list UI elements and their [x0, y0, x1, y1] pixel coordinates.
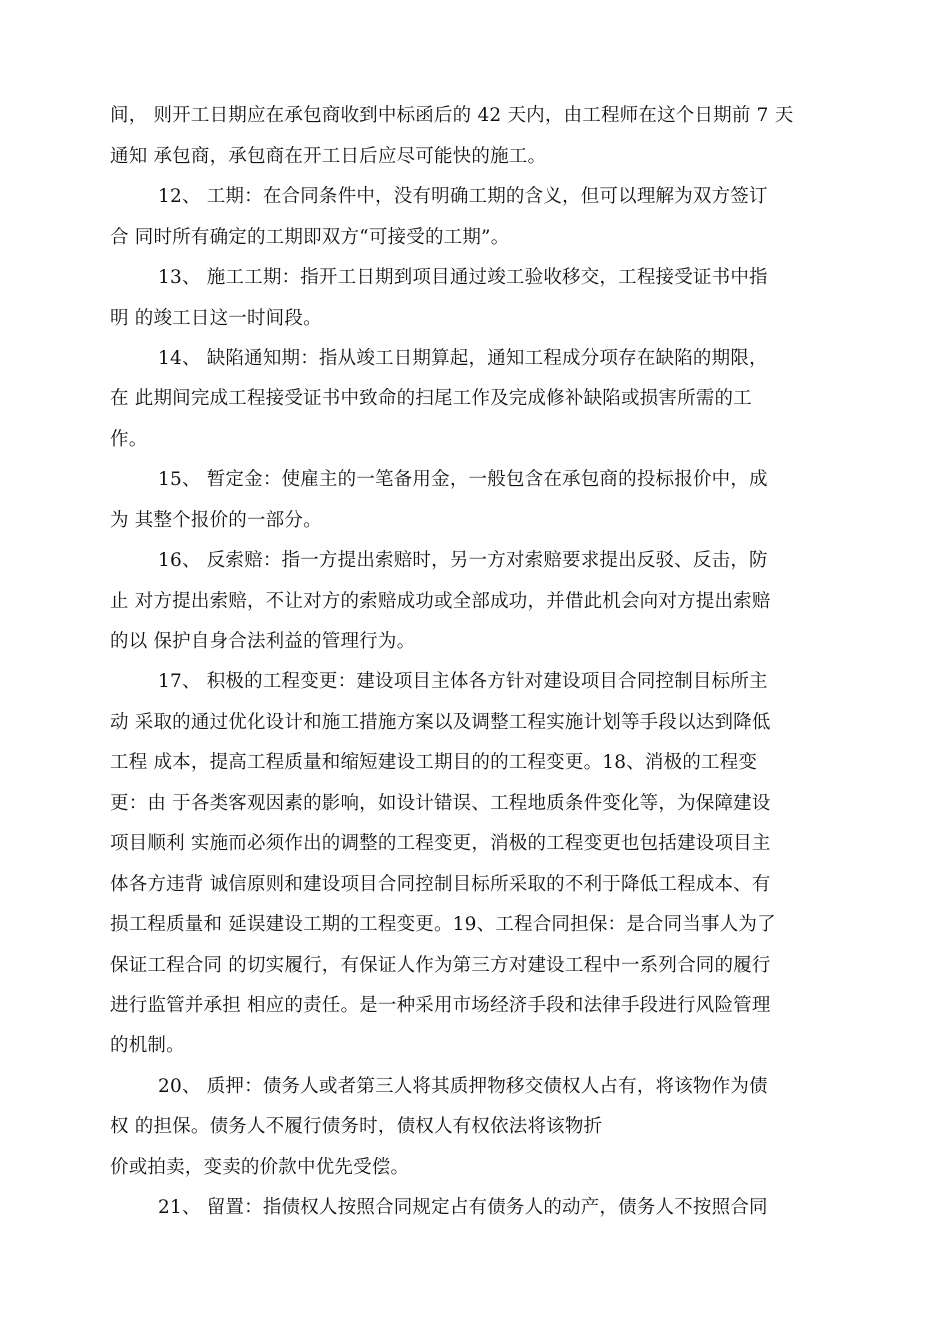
text-line: 价或拍卖，变卖的价款中优先受偿。: [110, 1157, 410, 1178]
text-line: 13、 施工工期：指开工日期到项目通过竣工验收移交，工程接受证书中指: [158, 267, 768, 288]
text-line: 合 同时所有确定的工期即双方“可接受的工期”。: [110, 227, 510, 248]
text-line: 的以 保护自身合法利益的管理行为。: [110, 631, 416, 652]
text-line: 间， 则开工日期应在承包商收到中标函后的 42 天内，由工程师在这个日期前 7 天: [110, 105, 794, 126]
text-line: 14、 缺陷通知期：指从竣工日期算起，通知工程成分项存在缺陷的期限，: [158, 348, 768, 369]
text-line: 保证工程合同 的切实履行，有保证人作为第三方对建设工程中一系列合同的履行: [110, 955, 771, 976]
text-line: 止 对方提出索赔，不让对方的索赔成功或全部成功，并借此机会向对方提出索赔: [110, 591, 771, 612]
text-line: 工程 成本，提高工程质量和缩短建设工期目的的工程变更。18、消极的工程变: [110, 752, 758, 773]
text-line: 15、 暂定金：使雇主的一笔备用金，一般包含在承包商的投标报价中，成: [158, 469, 768, 490]
text-line: 通知 承包商，承包商在开工日后应尽可能快的施工。: [110, 146, 547, 167]
text-line: 损工程质量和 延误建设工期的工程变更。19、工程合同担保：是合同当事人为了: [110, 914, 776, 935]
text-line: 更：由 于各类客观因素的影响，如设计错误、工程地质条件变化等，为保障建设: [110, 793, 771, 814]
text-line: 20、 质押：债务人或者第三人将其质押物移交债权人占有，将该物作为债: [158, 1076, 768, 1097]
text-line: 体各方违背 诚信原则和建设项目合同控制目标所采取的不利于降低工程成本、有: [110, 874, 771, 895]
text-line: 17、 积极的工程变更：建设项目主体各方针对建设项目合同控制目标所主: [158, 671, 768, 692]
text-line: 明 的竣工日这一时间段。: [110, 308, 322, 329]
text-line: 项目顺利 实施而必须作出的调整的工程变更，消极的工程变更也包括建设项目主: [110, 833, 771, 854]
text-line: 21、 留置：指债权人按照合同规定占有债务人的动产，债务人不按照合同: [158, 1197, 768, 1218]
text-line: 作。: [110, 429, 148, 450]
text-line: 的机制。: [110, 1035, 185, 1056]
text-line: 动 采取的通过优化设计和施工措施方案以及调整工程实施计划等手段以达到降低: [110, 712, 771, 733]
text-line: 进行监管并承担 相应的责任。是一种采用市场经济手段和法律手段进行风险管理: [110, 995, 771, 1016]
text-line: 12、 工期：在合同条件中，没有明确工期的含义，但可以理解为双方签订: [158, 186, 768, 207]
text-line: 16、 反索赔：指一方提出索赔时，另一方对索赔要求提出反驳、反击，防: [158, 550, 768, 571]
text-line: 为 其整个报价的一部分。: [110, 510, 322, 531]
text-line: 在 此期间完成工程接受证书中致命的扫尾工作及完成修补缺陷或损害所需的工: [110, 388, 752, 409]
text-line: 权 的担保。债务人不履行债务时，债权人有权依法将该物折: [110, 1116, 603, 1137]
